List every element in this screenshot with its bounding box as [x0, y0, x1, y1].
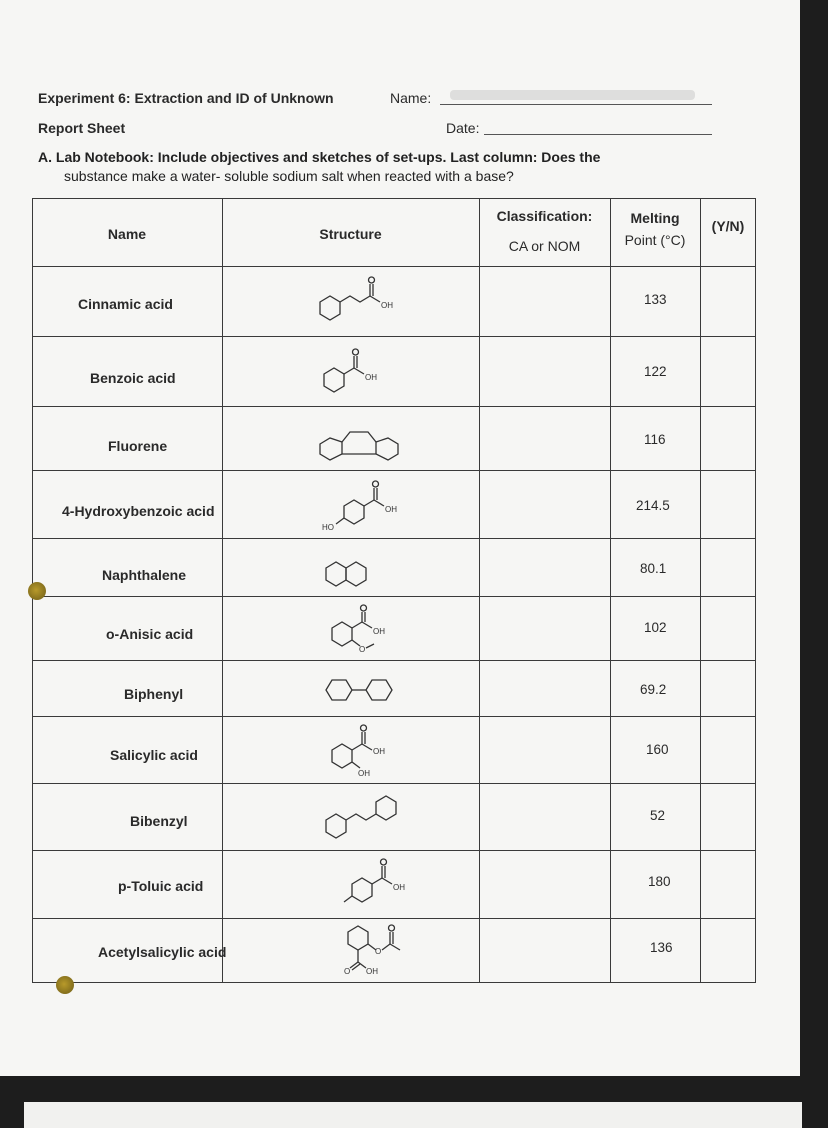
instructions-line-2: substance make a water- soluble sodium salt when reacted with a base?	[64, 168, 514, 184]
toluic-acid-structure	[332, 856, 432, 912]
melting-point: 116	[644, 432, 666, 447]
column-header-melting-unit: Point (°C)	[624, 232, 686, 248]
oh-label: OH	[366, 967, 378, 976]
row-name: Fluorene	[108, 438, 168, 454]
row-name: p-Toluic acid	[118, 878, 204, 894]
ho-label: HO	[322, 523, 334, 532]
instructions-line-1: A. Lab Notebook: Include objectives and sketches of set-ups. Last column: Does the	[38, 149, 601, 165]
oh-label: OH	[358, 769, 370, 778]
oh-label: OH	[373, 627, 385, 636]
melting-point: 122	[644, 364, 667, 379]
row-name: o-Anisic acid	[106, 626, 194, 642]
classification-cell[interactable]	[480, 267, 609, 336]
oh-label: OH	[385, 505, 397, 514]
experiment-title: Experiment 6: Extraction and ID of Unknown	[38, 90, 334, 106]
column-header-classification: Classification:	[496, 208, 593, 224]
next-page-edge	[24, 1102, 802, 1128]
melting-point: 214.5	[636, 498, 670, 513]
biphenyl-structure	[322, 672, 412, 708]
o-label: O	[344, 967, 351, 976]
column-header-yn: (Y/N)	[711, 218, 745, 234]
melting-point: 80.1	[640, 561, 667, 576]
row-name: 4-Hydroxybenzoic acid	[62, 503, 215, 519]
bibenzyl-structure	[322, 792, 422, 842]
row-name: Naphthalene	[102, 567, 187, 583]
melting-point: 102	[644, 620, 667, 635]
results-table	[32, 198, 756, 983]
column-header-classification-sub: CA or NOM	[508, 238, 581, 254]
name-line[interactable]	[440, 104, 712, 105]
column-header-structure: Structure	[319, 226, 382, 242]
melting-point: 180	[648, 874, 671, 889]
row-name: Acetylsalicylic acid	[98, 944, 227, 960]
row-name: Benzoic acid	[90, 370, 176, 386]
oh-label: OH	[365, 373, 377, 382]
instructions	[38, 148, 688, 186]
naphthalene-structure	[322, 554, 392, 590]
date-label: Date:	[446, 120, 480, 136]
acetylsalicylic-acid-structure	[332, 920, 432, 982]
hydroxybenzoic-acid-structure	[318, 478, 418, 538]
melting-point: 52	[650, 808, 666, 823]
fluorene-structure	[314, 414, 414, 466]
benzoic-acid-structure	[314, 344, 404, 402]
anisic-acid-structure	[322, 604, 412, 660]
column-header-name: Name	[107, 226, 147, 242]
row-name: Cinnamic acid	[78, 296, 173, 312]
melting-point: 160	[646, 742, 669, 757]
name-scribble	[450, 90, 695, 100]
row-name: Biphenyl	[124, 686, 184, 702]
oh-label: OH	[393, 883, 405, 892]
row-name: Salicylic acid	[110, 747, 198, 763]
name-label: Name:	[390, 90, 432, 106]
cinnamic-acid-structure	[302, 272, 412, 330]
o-label: O	[375, 947, 382, 956]
melting-point: 136	[650, 940, 673, 955]
column-header-melting: Melting	[630, 210, 680, 226]
binder-hole	[28, 582, 46, 600]
melting-point: 69.2	[640, 682, 667, 697]
melting-point: 133	[644, 292, 667, 307]
yn-cell[interactable]	[701, 267, 754, 336]
date-line[interactable]	[484, 134, 712, 135]
oh-label: OH	[373, 747, 385, 756]
salicylic-acid-structure	[322, 724, 412, 780]
row-name: Bibenzyl	[130, 813, 188, 829]
report-sheet-label: Report Sheet	[38, 120, 126, 136]
o-label: O	[359, 645, 366, 654]
binder-hole	[56, 976, 74, 994]
oh-label: OH	[381, 301, 393, 310]
